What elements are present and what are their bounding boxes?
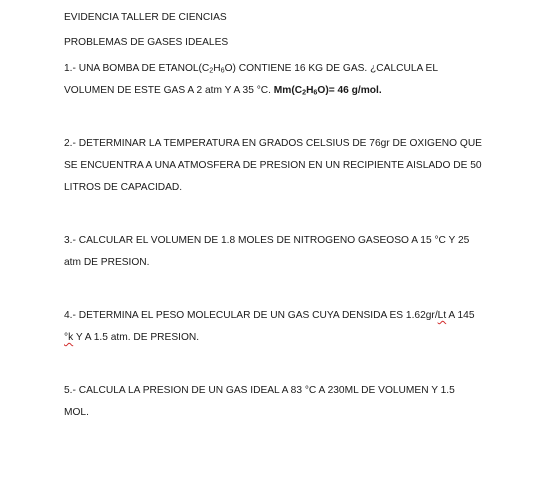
problem-1-line-2 [64, 84, 534, 98]
problem-3-line-2: atm DE PRESION. [64, 257, 150, 268]
spellcheck-marked-word[interactable]: Lt [437, 310, 447, 321]
problem-5-line-1: 5.- CALCULA LA PRESION DE UN GAS IDEAL A 83 °C A 230ML DE VOLUMEN Y 1.5 [64, 385, 455, 396]
problem-2 [64, 137, 534, 195]
problem-1-text: VOLUMEN DE ESTE GAS A 2 atm Y A 35 °C. [64, 85, 274, 96]
molar-mass-note [274, 85, 382, 96]
formula-text: O)= 46 g/mol. [317, 85, 382, 96]
problem-4-line-1 [64, 309, 534, 323]
problem-1-line-1 [64, 62, 534, 76]
document-subtitle: PROBLEMAS DE GASES IDEALES [64, 37, 229, 48]
problem-1-text: 1.- UNA BOMBA DE ETANOL(C [64, 63, 210, 74]
problem-2-line-3: LITROS DE CAPACIDAD. [64, 182, 183, 193]
subscript: 2 [209, 66, 214, 75]
problem-4-text: 4.- DETERMINA EL PESO MOLECULAR DE UN GAS CUYA DENSIDA ES 1.62gr/ [64, 310, 438, 321]
document-page [64, 11, 534, 459]
formula-text: H [213, 63, 221, 74]
problem-4-text: A 145 [446, 310, 475, 321]
problem-4-line-2 [64, 331, 534, 345]
problem-3 [64, 234, 534, 270]
formula-text: Mm(C [273, 85, 303, 96]
problem-3-line-1: 3.- CALCULAR EL VOLUMEN DE 1.8 MOLES DE NITROGENO GASEOSO A 15 °C Y 25 [64, 235, 470, 246]
problem-4-text: Y A 1.5 atm. DE PRESION. [73, 332, 200, 343]
problem-1-text: O) CONTIENE 16 KG DE GAS. ¿CALCULA EL [224, 63, 439, 74]
problem-1 [64, 62, 534, 98]
problem-5 [64, 384, 534, 420]
problem-4 [64, 309, 534, 345]
problem-2-line-1: 2.- DETERMINAR LA TEMPERATURA EN GRADOS CELSIUS DE 76gr DE OXIGENO QUE [64, 138, 482, 149]
subscript: 6 [313, 88, 318, 97]
subscript: 2 [302, 88, 307, 97]
subscript: 6 [220, 66, 225, 75]
spellcheck-marked-word[interactable]: °k [64, 332, 74, 343]
problem-2-line-2: SE ENCUENTRA A UNA ATMOSFERA DE PRESION EN UN RECIPIENTE AISLADO DE 50 [64, 160, 482, 171]
problem-5-line-2: MOL. [64, 407, 89, 418]
formula-text: H [306, 85, 314, 96]
document-title: EVIDENCIA TALLER DE CIENCIAS [64, 12, 227, 23]
